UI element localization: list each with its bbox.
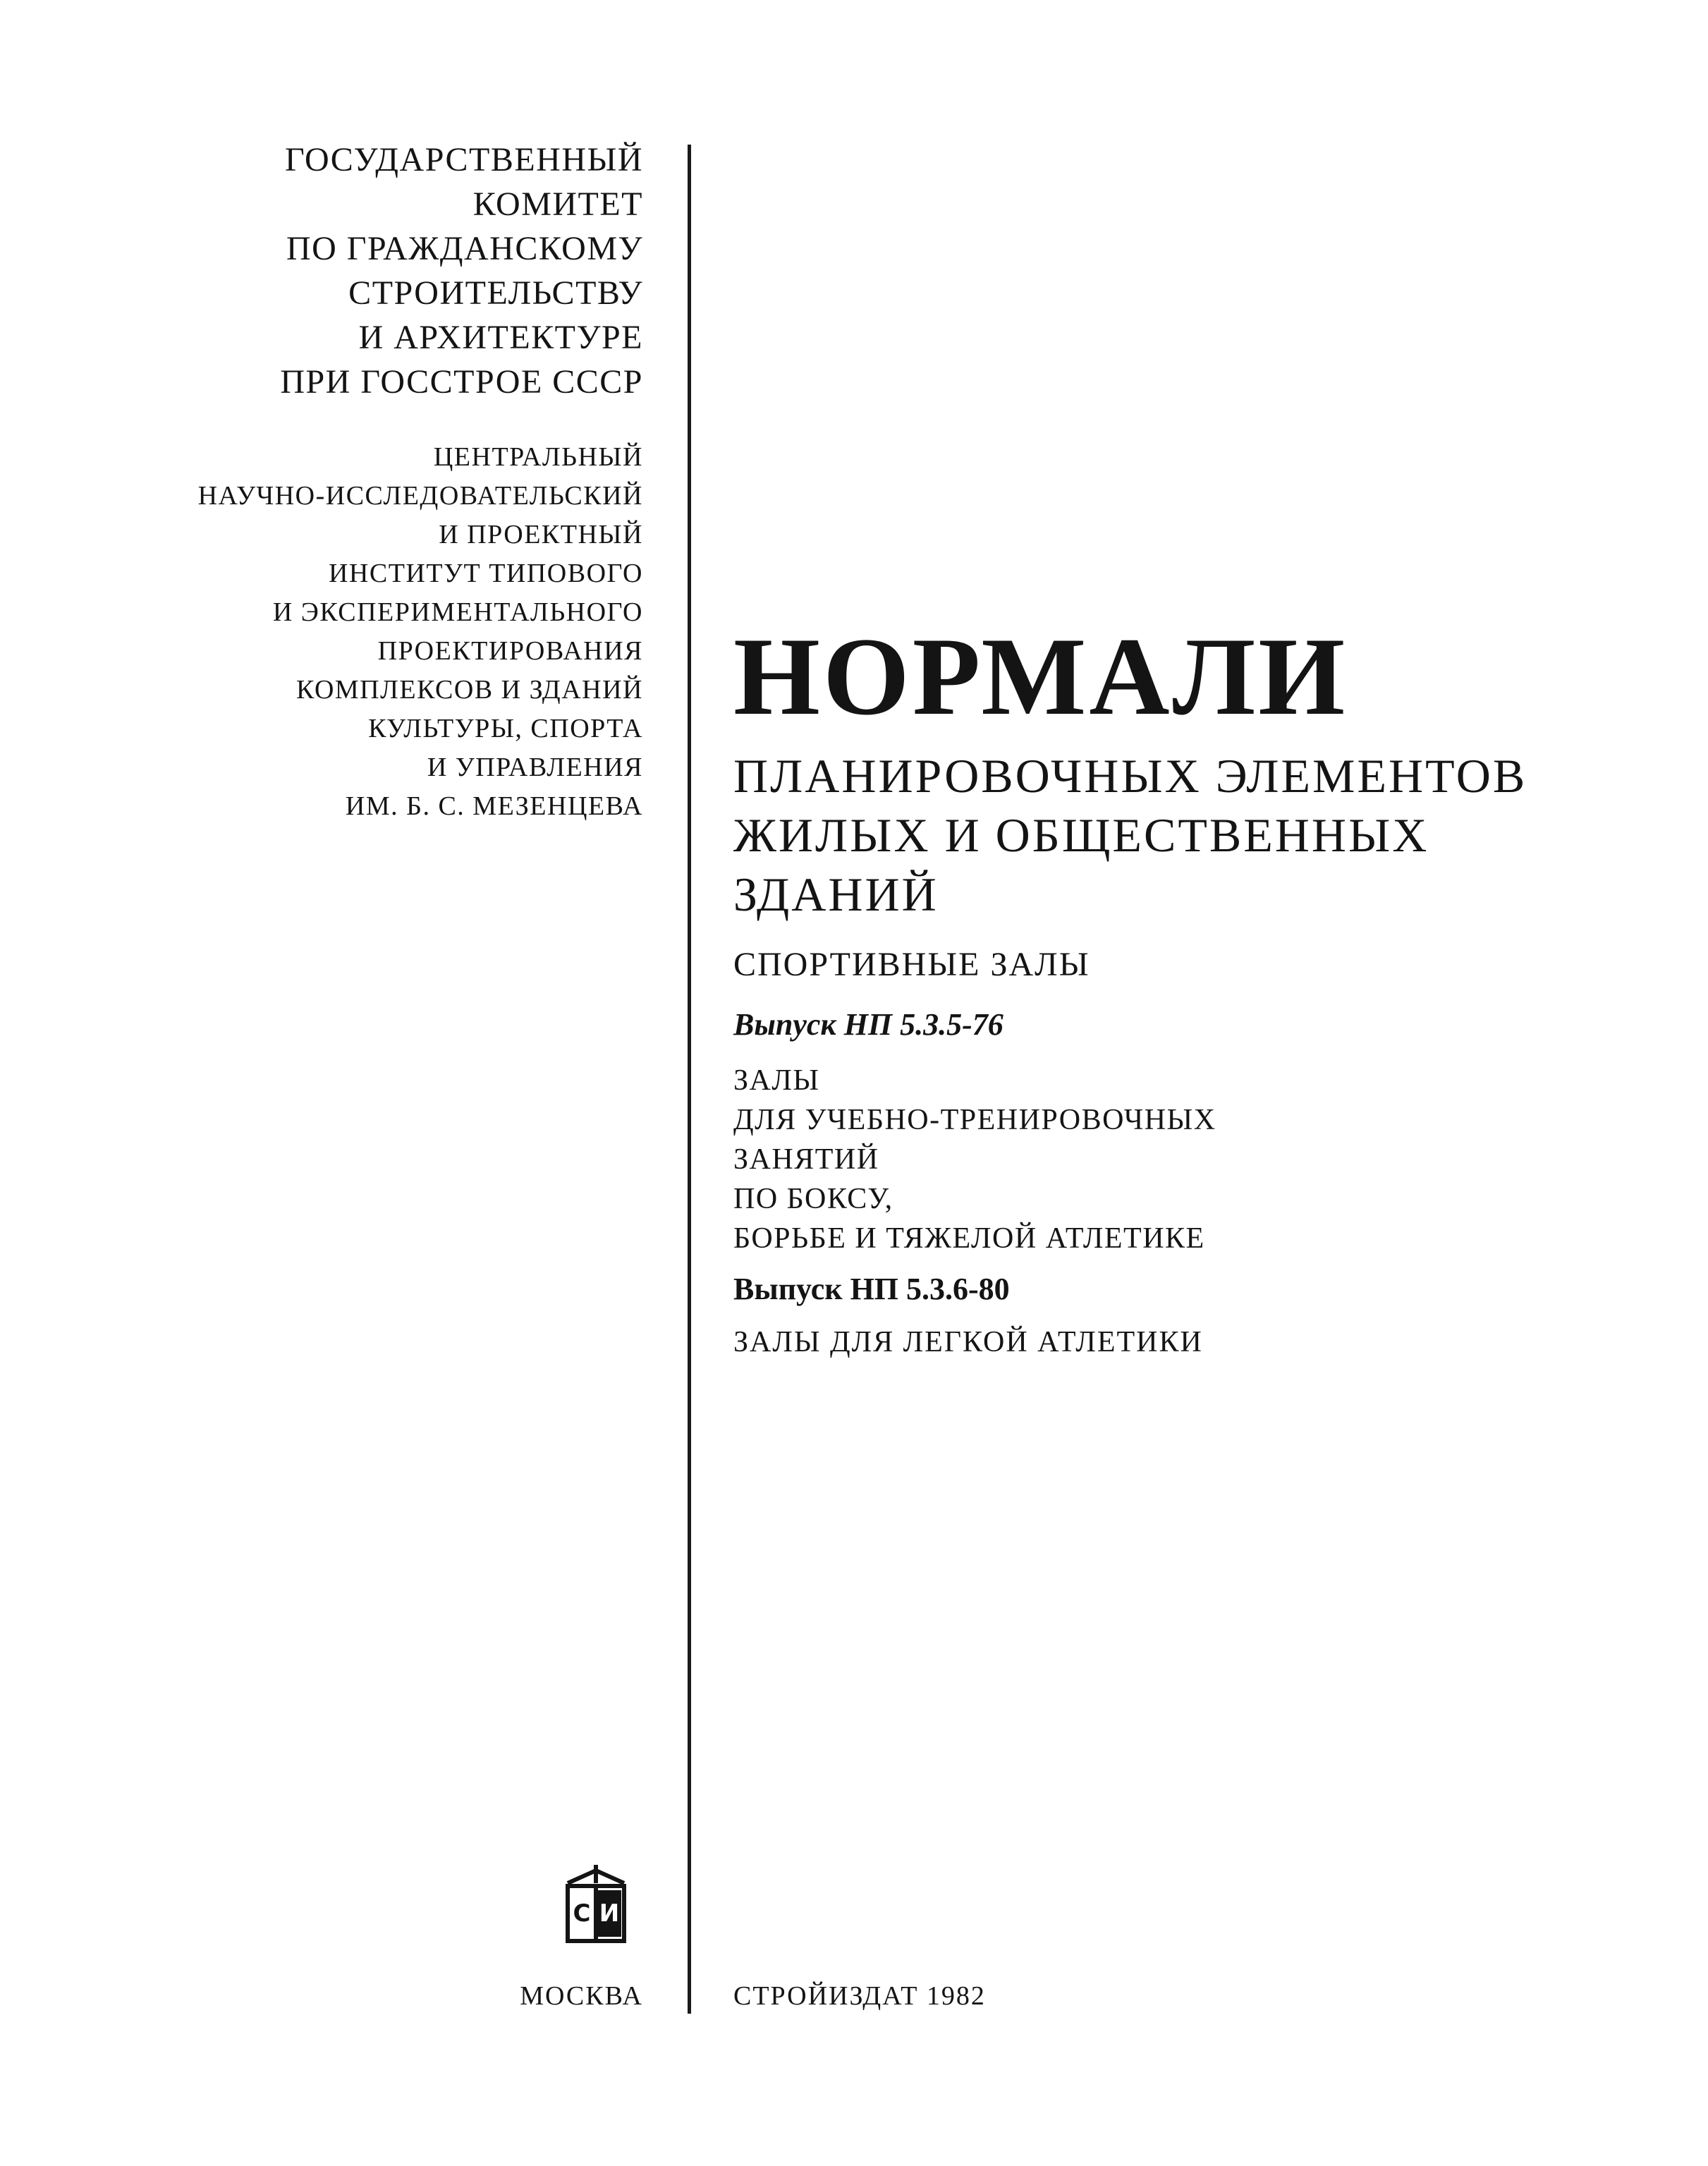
committee-line: СТРОИТЕЛЬСТВУ bbox=[348, 274, 643, 312]
publication-city: МОСКВА bbox=[520, 1981, 643, 2011]
institute-line: НАУЧНО-ИССЛЕДОВАТЕЛЬСКИЙ bbox=[197, 481, 643, 511]
institute-line: КОМПЛЕКСОВ И ЗДАНИЙ bbox=[296, 675, 643, 705]
institute-line: ЦЕНТРАЛЬНЫЙ bbox=[433, 442, 643, 472]
institute-line: ИМ. Б. С. МЕЗЕНЦЕВА bbox=[345, 791, 643, 821]
issue-1-desc-line: БОРЬБЕ И ТЯЖЕЛОЙ АТЛЕТИКЕ bbox=[733, 1222, 1205, 1255]
institute-line: И УПРАВЛЕНИЯ bbox=[427, 753, 643, 782]
committee-line: И АРХИТЕКТУРЕ bbox=[358, 319, 643, 356]
institute-name bbox=[198, 438, 643, 826]
institute-line: ИНСТИТУТ ТИПОВОГО bbox=[328, 559, 643, 588]
institute-line: И ПРОЕКТНЫЙ bbox=[439, 520, 643, 549]
publisher-and-year: СТРОЙИЗДАТ 1982 bbox=[733, 1981, 986, 2011]
category-heading: СПОРТИВНЫЕ ЗАЛЫ bbox=[733, 946, 1090, 983]
issue-1-desc-line: ДЛЯ УЧЕБНО-ТРЕНИРОВОЧНЫХ bbox=[733, 1104, 1216, 1136]
publisher-logo-icon bbox=[561, 1862, 631, 1947]
subtitle-line: ЖИЛЫХ И ОБЩЕСТВЕННЫХ bbox=[733, 808, 1429, 862]
committee-line: ПРИ ГОССТРОЕ СССР bbox=[280, 363, 643, 401]
committee-line: КОМИТЕТ bbox=[472, 185, 643, 223]
subtitle bbox=[733, 746, 1527, 924]
institute-line: И ЭКСПЕРИМЕНТАЛЬНОГО bbox=[272, 597, 643, 627]
issue-2-description: ЗАЛЫ ДЛЯ ЛЕГКОЙ АТЛЕТИКИ bbox=[733, 1326, 1203, 1358]
right-column bbox=[733, 615, 1527, 1359]
vertical-divider bbox=[688, 145, 691, 2014]
institute-line: ПРОЕКТИРОВАНИЯ bbox=[377, 636, 643, 666]
left-column bbox=[198, 138, 643, 826]
issue-1-label: Выпуск НП 5.3.5-76 bbox=[733, 1007, 1004, 1042]
subtitle-line: ЗДАНИЙ bbox=[733, 868, 939, 921]
subtitle-line: ПЛАНИРОВОЧНЫХ ЭЛЕМЕНТОВ bbox=[733, 749, 1527, 803]
issue-1-description bbox=[733, 1061, 1527, 1258]
committee-line: ПО ГРАЖДАНСКОМУ bbox=[286, 230, 643, 267]
issue-1-desc-line: ЗАЛЫ bbox=[733, 1064, 820, 1097]
issue-2-label: Выпуск НП 5.3.6-80 bbox=[733, 1272, 1010, 1306]
institute-line: КУЛЬТУРЫ, СПОРТА bbox=[368, 714, 643, 743]
committee-line: ГОСУДАРСТВЕННЫЙ bbox=[284, 141, 643, 178]
committee-name bbox=[198, 138, 643, 404]
page-title: НОРМАЛИ bbox=[733, 615, 1348, 738]
svg-text:С: С bbox=[573, 1899, 591, 1928]
issue-1-desc-line: ЗАНЯТИЙ bbox=[733, 1143, 879, 1176]
svg-text:И: И bbox=[599, 1899, 620, 1928]
issue-1-desc-line: ПО БОКСУ, bbox=[733, 1183, 893, 1215]
